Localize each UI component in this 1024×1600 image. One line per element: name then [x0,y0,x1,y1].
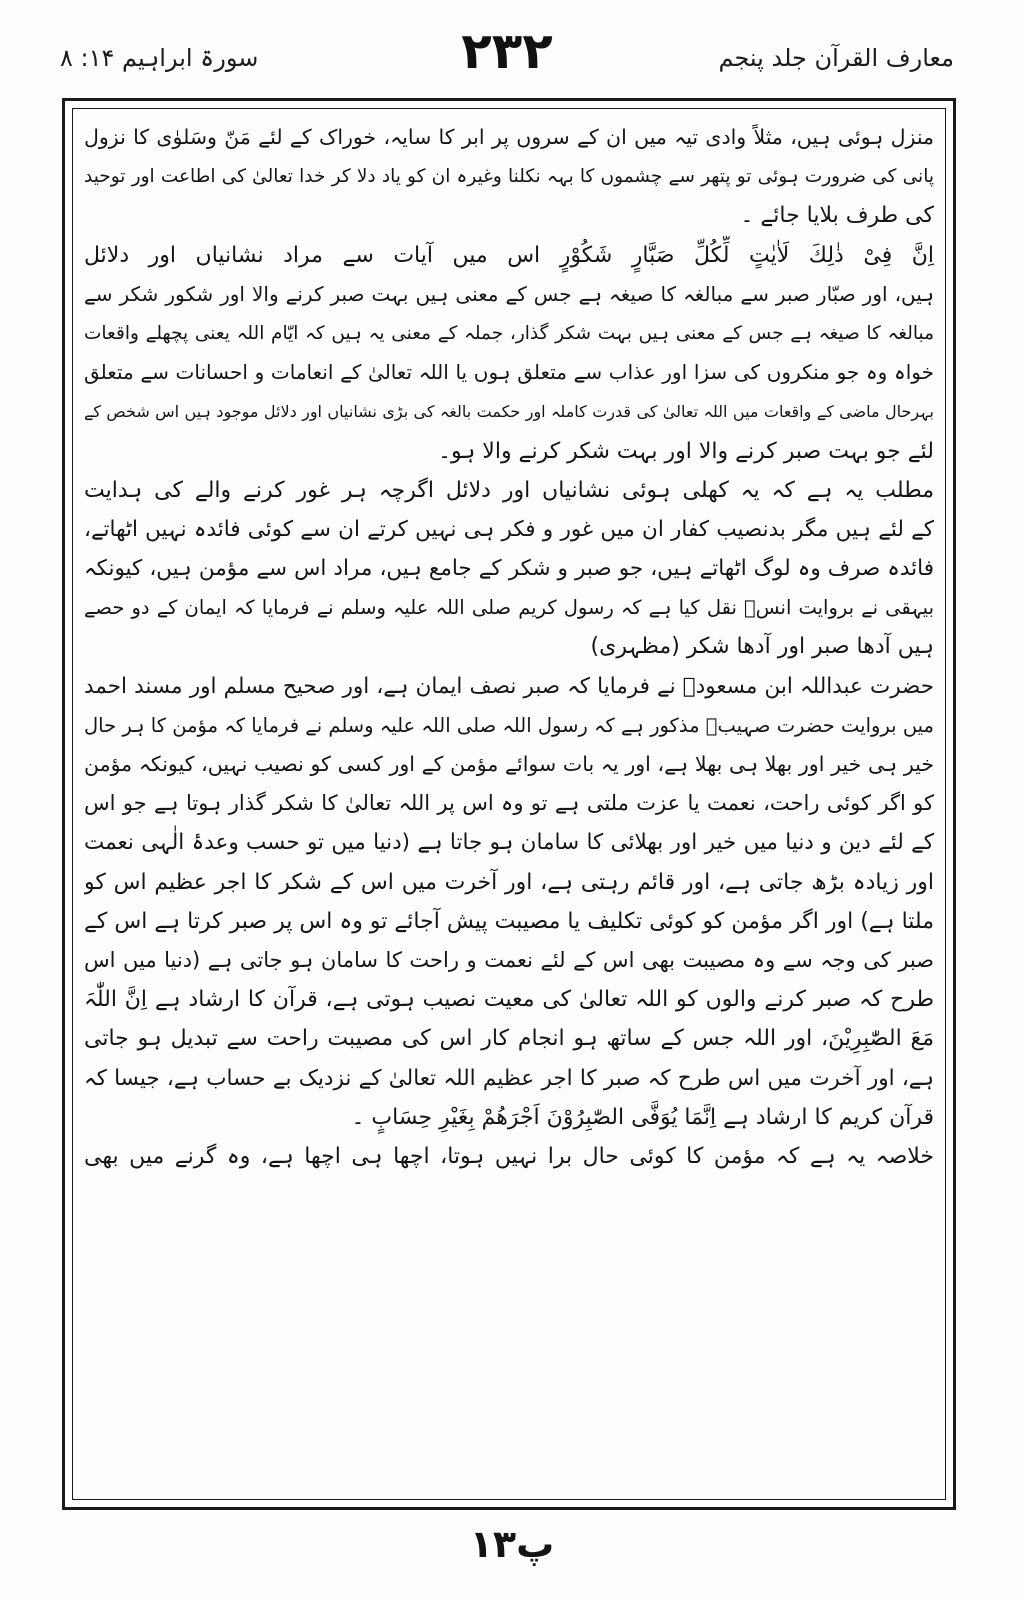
text-line: اور زیادہ بڑھ جاتی ہے، اور قائم رہتی ہے، اور آخرت میں اس کے شکر کا اجر عظیم اس کو [84,869,934,895]
text-line: میں بروایت حضرت صہیبؓ مذکور ہے کہ رسول اللہ صلی اللہ علیہ وسلم نے فرمایا کہ مؤمن کا ہر حال [84,713,934,737]
text-line: ہے، اور آخرت میں اس طرح کہ صبر کا اجر عظیم اللہ تعالیٰ کے نزدیک بے حساب ہے، جیسا کہ [84,1065,934,1091]
text-line: خواہ وہ جو منکروں کی سزا اور عذاب سے متعلق ہوں یا اللہ تعالیٰ کے انعامات و احسانات سے متعلق [84,360,934,385]
text-line: فائدہ صرف وہ لوگ اٹھاتے ہیں، جو صبر و شکر کے جامع ہیں، مراد اس سے مؤمن ہیں، کیونکہ [84,556,934,582]
text-line: مبالغہ کا صیغہ ہے جس کے معنی ہیں بہت شکر گذار، جملہ کے معنی یہ ہیں کہ ایّام اللہ یعنی پچھلے واقعات [84,322,934,344]
text-line: بہرحال ماضی کے واقعات میں اللہ تعالیٰ کی قدرت کاملہ اور حکمت بالغہ کی بڑی نشانیاں اور دلائل موجود ہیں اس شخص کے [84,402,934,422]
page-header [60,22,954,92]
text-line: لئے جو بہت صبر کرنے والا اور بہت شکر کرنے والا ہو۔ [438,438,934,464]
text-line: حضرت عبداللہ ابن مسعودؓ نے فرمایا کہ صبر نصف ایمان ہے، اور صحیح مسلم اور مسند احمد [84,673,934,699]
text-line: کو اگر کوئی راحت، نعمت یا عزت ملتی ہے تو وہ اس پر اللہ تعالیٰ کا شکر گذار ہوتا ہے جو اس [84,791,934,816]
surah-reference: سورۃ ابراہیم ۱۴: ۸ [60,44,259,72]
text-line: خلاصہ یہ ہے کہ مؤمن کا کوئی حال برا نہیں ہوتا، اچھا ہی اچھا ہے، وہ گرنے میں بھی [84,1143,934,1169]
text-line: مَعَ الصّٰبِرِیْنَ، اور اللہ جس کے ساتھ ہو انجام کار اس کی مصیبت راحت سے تبدیل ہو جاتی [84,1026,934,1052]
text-line: ملتا ہے) اور اگر مؤمن کو کوئی تکلیف یا مصیبت پیش آجائے تو وہ اس پر صبر کرتا ہے اس کے [84,908,934,934]
text-line: ہیں، اور صبّار صبر سے مبالغہ کا صیغہ ہے جس کے معنی ہیں بہت صبر کرنے والا اور شکور شکر سے [84,281,934,306]
text-line: پانی کی ضرورت ہوئی تو پتھر سے چشموں کا بہہ نکلنا وغیرہ ان کو یاد دلا کر خدا تعالیٰ کی اطاعت اور توحید [84,166,934,188]
text-line: منزل ہوئی ہیں، مثلاً وادی تیہ میں ان کے سروں پر ابر کا سایہ، خوراک کے لئے مَنّ وسَلوٰی کا نزول [84,125,934,149]
text-line: کی طرف بلایا جائے ۔ [740,203,934,229]
text-line: طرح کہ صبر کرنے والوں کو اللہ تعالیٰ کی معیت نصیب ہوتی ہے، قرآن کا ارشاد ہے اِنَّ اللّٰہَ [84,987,934,1013]
book-title: معارف القرآن جلد پنجم [718,44,954,72]
body-text [84,118,934,1490]
page-number: ۲۳۲ [461,22,553,80]
text-line: اِنَّ فِیْ ذٰلِكَ لَاٰیٰتٍ لِّكُلِّ صَبَّارٍ شَكُوْرٍ اس میں آیات سے مراد نشانیاں اور دلائل [84,242,934,268]
text-line: ہیں آدھا صبر اور آدھا شکر (مظہری) [590,634,934,660]
text-line: مطلب یہ ہے کہ یہ کھلی ہوئی نشانیاں اور دلائل اگرچہ ہر غور کرنے والے کی ہدایت [84,477,934,503]
folio-mark: ۱۳پ [469,1522,555,1566]
text-line: بیہقی نے بروایت انسؓ نقل کیا ہے کہ رسول کریم صلی اللہ علیہ وسلم نے فرمایا کہ ایمان کے دو حصے [84,596,934,620]
text-line: کے لئے ہیں مگر بدنصیب کفار ان میں غور و فکر ہی نہیں کرتے ان سے کوئی فائدہ نہیں اٹھاتے، [84,516,934,542]
text-line: قرآن کریم کا ارشاد ہے اِنَّمَا یُوَفَّی الصّٰبِرُوْنَ اَجْرَهُمْ بِغَیْرِ حِسَابٍ ۔ [351,1104,934,1130]
text-line: کے لئے دین و دنیا میں خیر اور بھلائی کا سامان ہو جاتا ہے (دنیا میں تو حسب وعدۂ الٰہی نعمت [84,830,934,856]
text-line: صبر کی وجہ سے وہ مصیبت بھی اس کے لئے نعمت و راحت کا سامان ہو جاتی ہے (دنیا میں اس [84,947,934,972]
text-line: خیر ہی خیر اور بھلا ہی بھلا ہے، اور یہ بات سوائے مؤمن کے اور کسی کو نصیب نہیں، کیونکہ مؤمن [84,752,934,776]
